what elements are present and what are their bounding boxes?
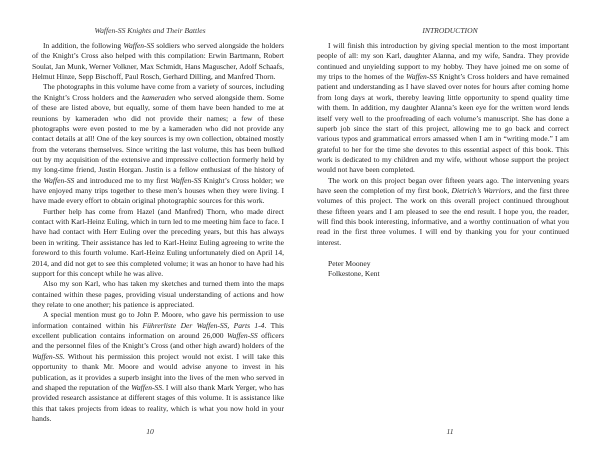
signature-place: Folkestone, Kent	[328, 268, 380, 278]
text-run: The photographs in this volume have come from a variety of sources, including the Knight’s Cross holders and the	[32, 82, 284, 102]
text-run: who served alongside them. Some of these are listed above, but equally, some of them have been handed to me at reunions by kameraden who did not provide their names; a few of these photographs were even posted to me by a kameraden who did not provide any contact details at all! One of the key sources is my own collection, obtained mostly from the veterans themselves. Since writing the last volume, this has been bulked out by my acquisition of the extensive and impressive collection formerly held by my long-time friend, Justin Horgan. Justin is a fellow enthusiast of the history of the	[32, 92, 284, 185]
italic-text-run: Waffen-SS	[226, 331, 258, 341]
paragraph	[32, 310, 284, 424]
text-run: Also my son Karl, who has taken my sketches and turned them into the maps contained within these pages, providing visual understanding of actions and how they relate to one another; his patience is appreciated.	[32, 279, 284, 309]
italic-text-run: Waffen-SS	[170, 175, 202, 185]
signature-name: Peter Mooney	[328, 258, 371, 268]
text-run: . Without his permission this project would not exist. I will take this opportunity to thank Mr. Moore and would advise anyone to invest in his publication, as it provides a superb insight into the lives of the men who served in and shaped the reputation of the	[32, 351, 284, 392]
text-run: Further help has come from Hazel (and Manfred) Thorn, who made direct contact with Karl-Heinz Euling, which in turn led to me meeting him face to face. I have had contact with Herr Euling over the preceding years, but this has always been in writing. Their assistance has led to Karl-Heinz Euling agreeing to write the foreword to this fourth volume. Karl-Heinz Euling unfortunately died on April 14, 2014, and did not get to see this completed volume; it was an honor to have had his support for this concept while he was alive.	[32, 206, 284, 278]
text-run: Knight’s Cross holders and have remained patient and understanding as I have slaved over notes for hours after coming home from long days at work, thereby leaving little opportunity to spend quality time with them. In addition, my daughter Alanna’s keen eye for the written word lends itself very well to the proofreading of each volume’s manuscript. She has done a superb job since the start of this project, allowing me to go back and correct various typos and grammatical errors amassed when I am in “writing mode.” I am grateful to her for the time she devotes to this essential aspect of this book. This work is dedicated to my children and my wife, without whose support the project would not have been completed.	[317, 72, 569, 175]
text-run: In addition, the following	[43, 41, 124, 50]
text-run: soldiers who served alongside the holders of the Knight’s Cross also helped with this compilation: Erwin Bartmann, Robert Soulat, Jan Munk, Werner Volkner, Max Schmidt, Hans Maguscher, Adolf Schaafs, Helmut Hinze, Sepp Bischoff, Paul Rosch, Gerhard Dilling, and Manfred Thorn.	[32, 41, 284, 82]
text-run: The work on this project began over fifteen years ago. The intervening years have seen the completion of my first book,	[317, 175, 569, 196]
paragraph	[317, 176, 569, 249]
text-run: I will finish this introduction by giving special mention to the most important people of all: my son Karl, daughter Alanna, and my wife, Sandra. They provide continued and unyielding support to my hobby. They have joined me on some of my trips to the homes of the	[317, 41, 569, 82]
italic-text-run: Führerliste Der Waffen-SS, Parts 1-4	[142, 320, 265, 330]
italic-text-run: Waffen-SS	[32, 351, 63, 361]
signature	[317, 259, 569, 280]
text-run: Knight’s Cross holder; we have enjoyed many trips together to these men’s houses when they were living. I have made every effort to obtain original photographic sources for this work.	[32, 175, 284, 206]
running-header: Waffen-SS Knights and Their Battles	[94, 26, 206, 35]
italic-text-run: Waffen-SS	[123, 41, 155, 50]
body-text	[317, 41, 569, 279]
text-run: officers and the personnel files of the Knight’s Cross (and other high award) holders of the	[32, 331, 285, 351]
paragraph	[32, 207, 284, 280]
body-text	[32, 41, 284, 424]
italic-text-run: Waffen-SS	[406, 72, 437, 82]
italic-text-run: Waffen-SS	[43, 175, 75, 185]
running-header: INTRODUCTION	[422, 26, 478, 35]
text-run: , and the first three volumes of this project. The work on this overall project continued throughout these fifteen years and I am pleased to see the end result. I hope you, the reader, will find this book interesting, informative, and a worthy continuation of what you read in the first three volumes. I will end by thanking you for your continued interest.	[317, 186, 569, 247]
text-run: . I will also thank Mark Yerger, who has provided research assistance at different stages of this volume. It is assistance like this that takes projects from ideas to reality, which is what you now hold in your hands.	[32, 382, 284, 423]
paragraph	[32, 82, 284, 206]
text-run: and introduced me to my first	[74, 175, 171, 185]
page-number: 10	[146, 427, 154, 436]
italic-text-run: Waffen-SS	[131, 382, 163, 392]
page-number: 11	[446, 427, 454, 436]
paragraph	[32, 41, 284, 82]
text-run: A special mention must go to John P. Moore, who gave his permission to use information contained within his	[32, 310, 284, 330]
paragraph	[317, 41, 569, 176]
italic-text-run: kameraden	[141, 92, 176, 102]
paragraph	[32, 279, 284, 310]
right-page	[300, 0, 600, 450]
text-run: . This excellent publication contains information on around 26,000	[32, 320, 284, 341]
italic-text-run: Dietrich’s Warriors	[451, 186, 511, 196]
